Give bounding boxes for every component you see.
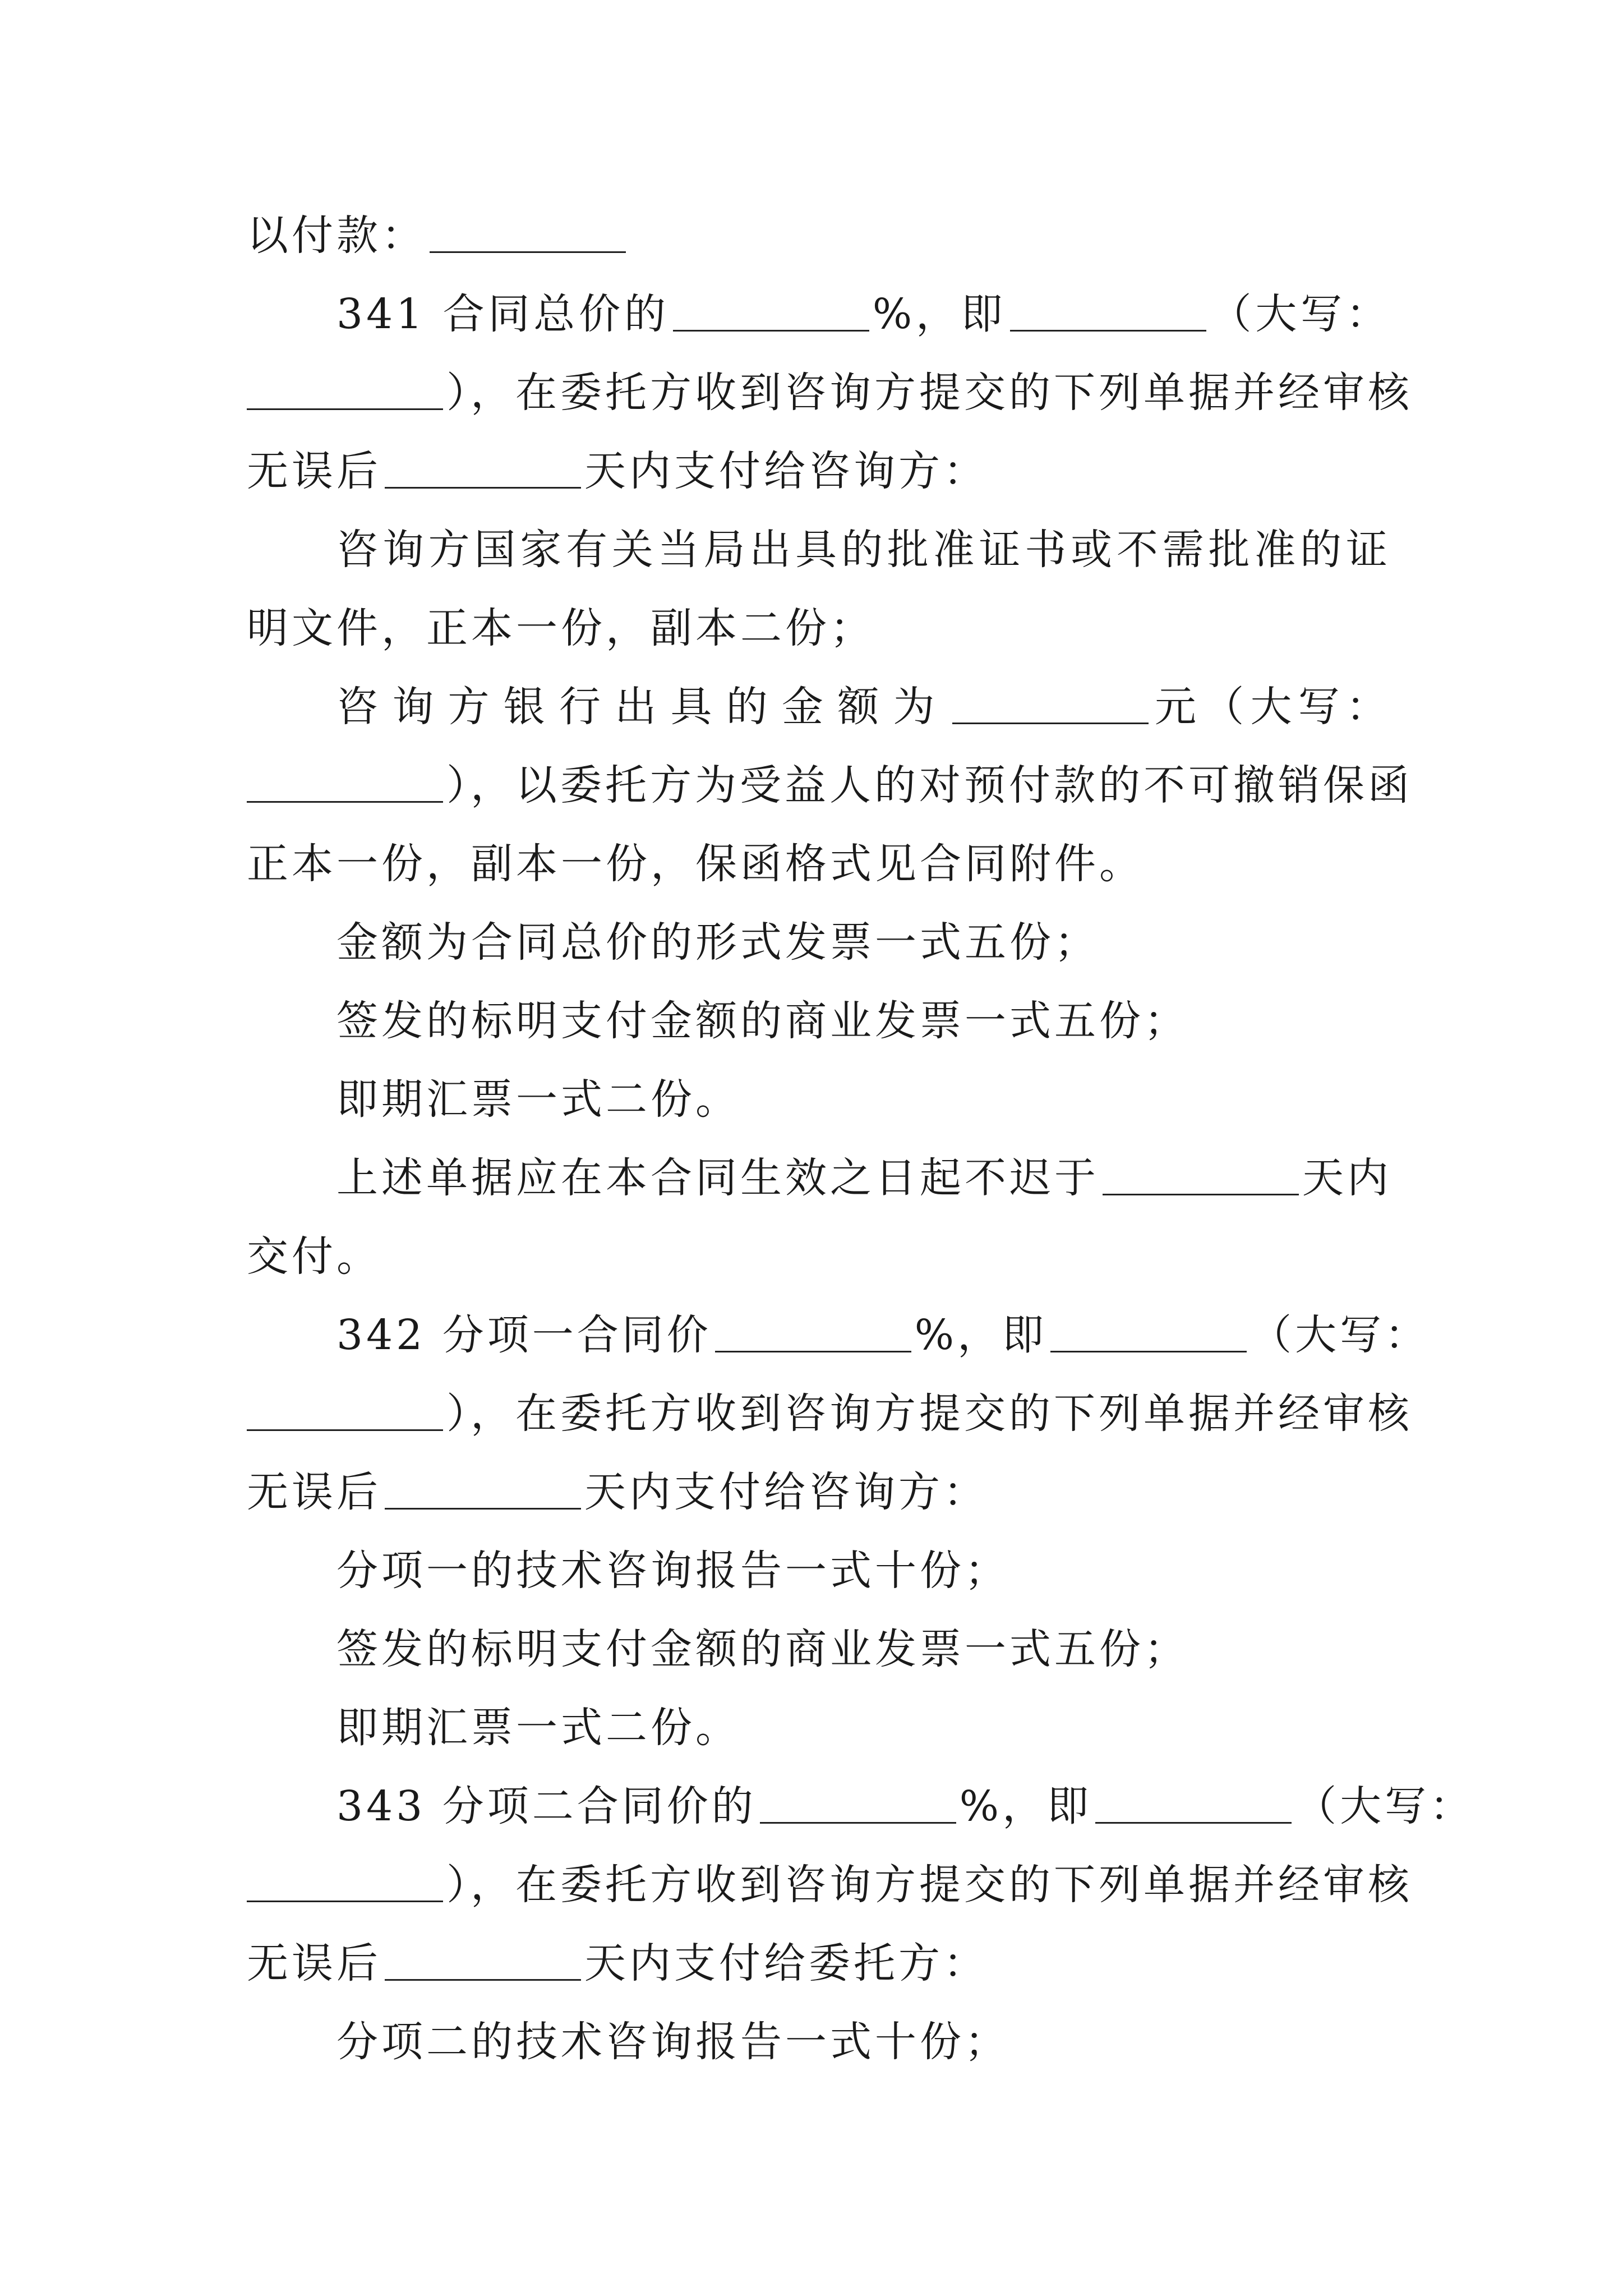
text-fragment: 签发的标明支付金额的商业发票一式五份； — [336, 1625, 1189, 1673]
fill-blank — [247, 1388, 443, 1431]
text-fragment: （大写： — [1250, 1311, 1430, 1359]
text-line — [247, 440, 1391, 502]
text-line — [336, 912, 1391, 973]
text-line — [247, 1461, 1391, 1523]
text-fragment: （大写： — [1209, 290, 1391, 338]
text-line — [247, 1854, 1413, 1916]
text-fragment: 正本一份，副本一份，保函格式见合同附件。 — [247, 840, 1144, 888]
text-fragment: 天内支付给咨询方： — [584, 1468, 988, 1516]
text-line — [247, 205, 1391, 266]
clause-number: 341 合同总价的 — [336, 290, 670, 338]
text-fragment: 交付。 — [247, 1232, 381, 1281]
text-fragment: %，即 — [872, 290, 1007, 338]
fill-blank — [385, 1466, 581, 1510]
fill-blank — [247, 760, 443, 803]
text-fragment: 以付款： — [247, 211, 426, 260]
fill-blank — [1095, 1780, 1292, 1824]
fill-blank — [385, 445, 581, 489]
fill-blank — [1010, 288, 1206, 332]
text-line — [247, 1932, 1391, 1994]
clause-number: 343 分项二合同价的 — [336, 1782, 757, 1830]
text-fragment: 上述单据应在本合同生效之日起不迟于 — [336, 1154, 1099, 1202]
text-fragment: %，即 — [959, 1782, 1092, 1830]
text-line — [247, 362, 1413, 424]
fill-blank — [952, 681, 1149, 724]
fill-blank — [385, 1938, 581, 1981]
text-fragment: 分项二的技术咨询报告一式十份； — [336, 2018, 1009, 2066]
text-line — [336, 676, 1391, 738]
text-line — [247, 833, 1391, 895]
text-fragment: 元（大写： — [1151, 683, 1391, 731]
fill-blank — [1050, 1309, 1247, 1352]
text-fragment: 金额为合同总价的形式发票一式五份； — [336, 918, 1099, 967]
text-fragment: ），在委托方收到咨询方提交的下列单据并经审核 — [446, 1389, 1413, 1438]
text-line — [336, 1069, 1391, 1130]
text-line — [336, 2011, 1391, 2073]
text-line — [336, 1775, 1475, 1837]
fill-blank — [715, 1309, 911, 1352]
clause-number: 342 分项一合同价 — [336, 1311, 712, 1359]
fill-blank — [760, 1780, 956, 1824]
text-fragment: 即期汇票一式二份。 — [336, 1075, 740, 1124]
text-line — [247, 1383, 1413, 1444]
text-line — [247, 754, 1413, 816]
text-line — [247, 1226, 1391, 1287]
text-fragment: 天内支付给委托方： — [584, 1939, 988, 1987]
text-fragment: 天内 — [1302, 1154, 1392, 1202]
text-fragment: ），在委托方收到咨询方提交的下列单据并经审核 — [446, 369, 1413, 417]
text-line — [336, 1618, 1391, 1680]
text-fragment: （大写： — [1295, 1782, 1475, 1830]
text-fragment: 明文件，正本一份，副本二份； — [247, 604, 875, 652]
fill-blank — [247, 367, 443, 410]
text-line — [336, 519, 1391, 581]
text-fragment: 签发的标明支付金额的商业发票一式五份； — [336, 997, 1189, 1045]
text-fragment: 咨询方国家有关当局出具的批准证书或不需批准的证 — [336, 526, 1391, 574]
fill-blank — [1103, 1152, 1299, 1195]
text-fragment: 无误后 — [247, 447, 381, 495]
text-fragment: 无误后 — [247, 1939, 381, 1987]
text-line — [336, 1697, 1391, 1759]
text-line — [247, 597, 1391, 659]
text-fragment: ），以委托方为受益人的对预付款的不可撤销保函 — [446, 761, 1413, 809]
fill-blank — [247, 1859, 443, 1902]
text-fragment: ），在委托方收到咨询方提交的下列单据并经审核 — [446, 1861, 1413, 1909]
text-fragment: 分项一的技术咨询报告一式十份； — [336, 1547, 1009, 1595]
fill-blank — [430, 210, 626, 253]
text-line — [336, 1147, 1391, 1209]
text-line — [336, 1540, 1391, 1602]
text-fragment: 无误后 — [247, 1468, 381, 1516]
text-fragment: 即期汇票一式二份。 — [336, 1704, 740, 1752]
text-fragment: 咨询方银行出具的金额为 — [336, 683, 949, 731]
text-line — [336, 283, 1391, 345]
text-fragment: 天内支付给咨询方： — [584, 447, 988, 495]
fill-blank — [673, 288, 869, 332]
text-line — [336, 1304, 1430, 1366]
text-fragment: %，即 — [914, 1311, 1048, 1359]
text-line — [336, 990, 1391, 1052]
